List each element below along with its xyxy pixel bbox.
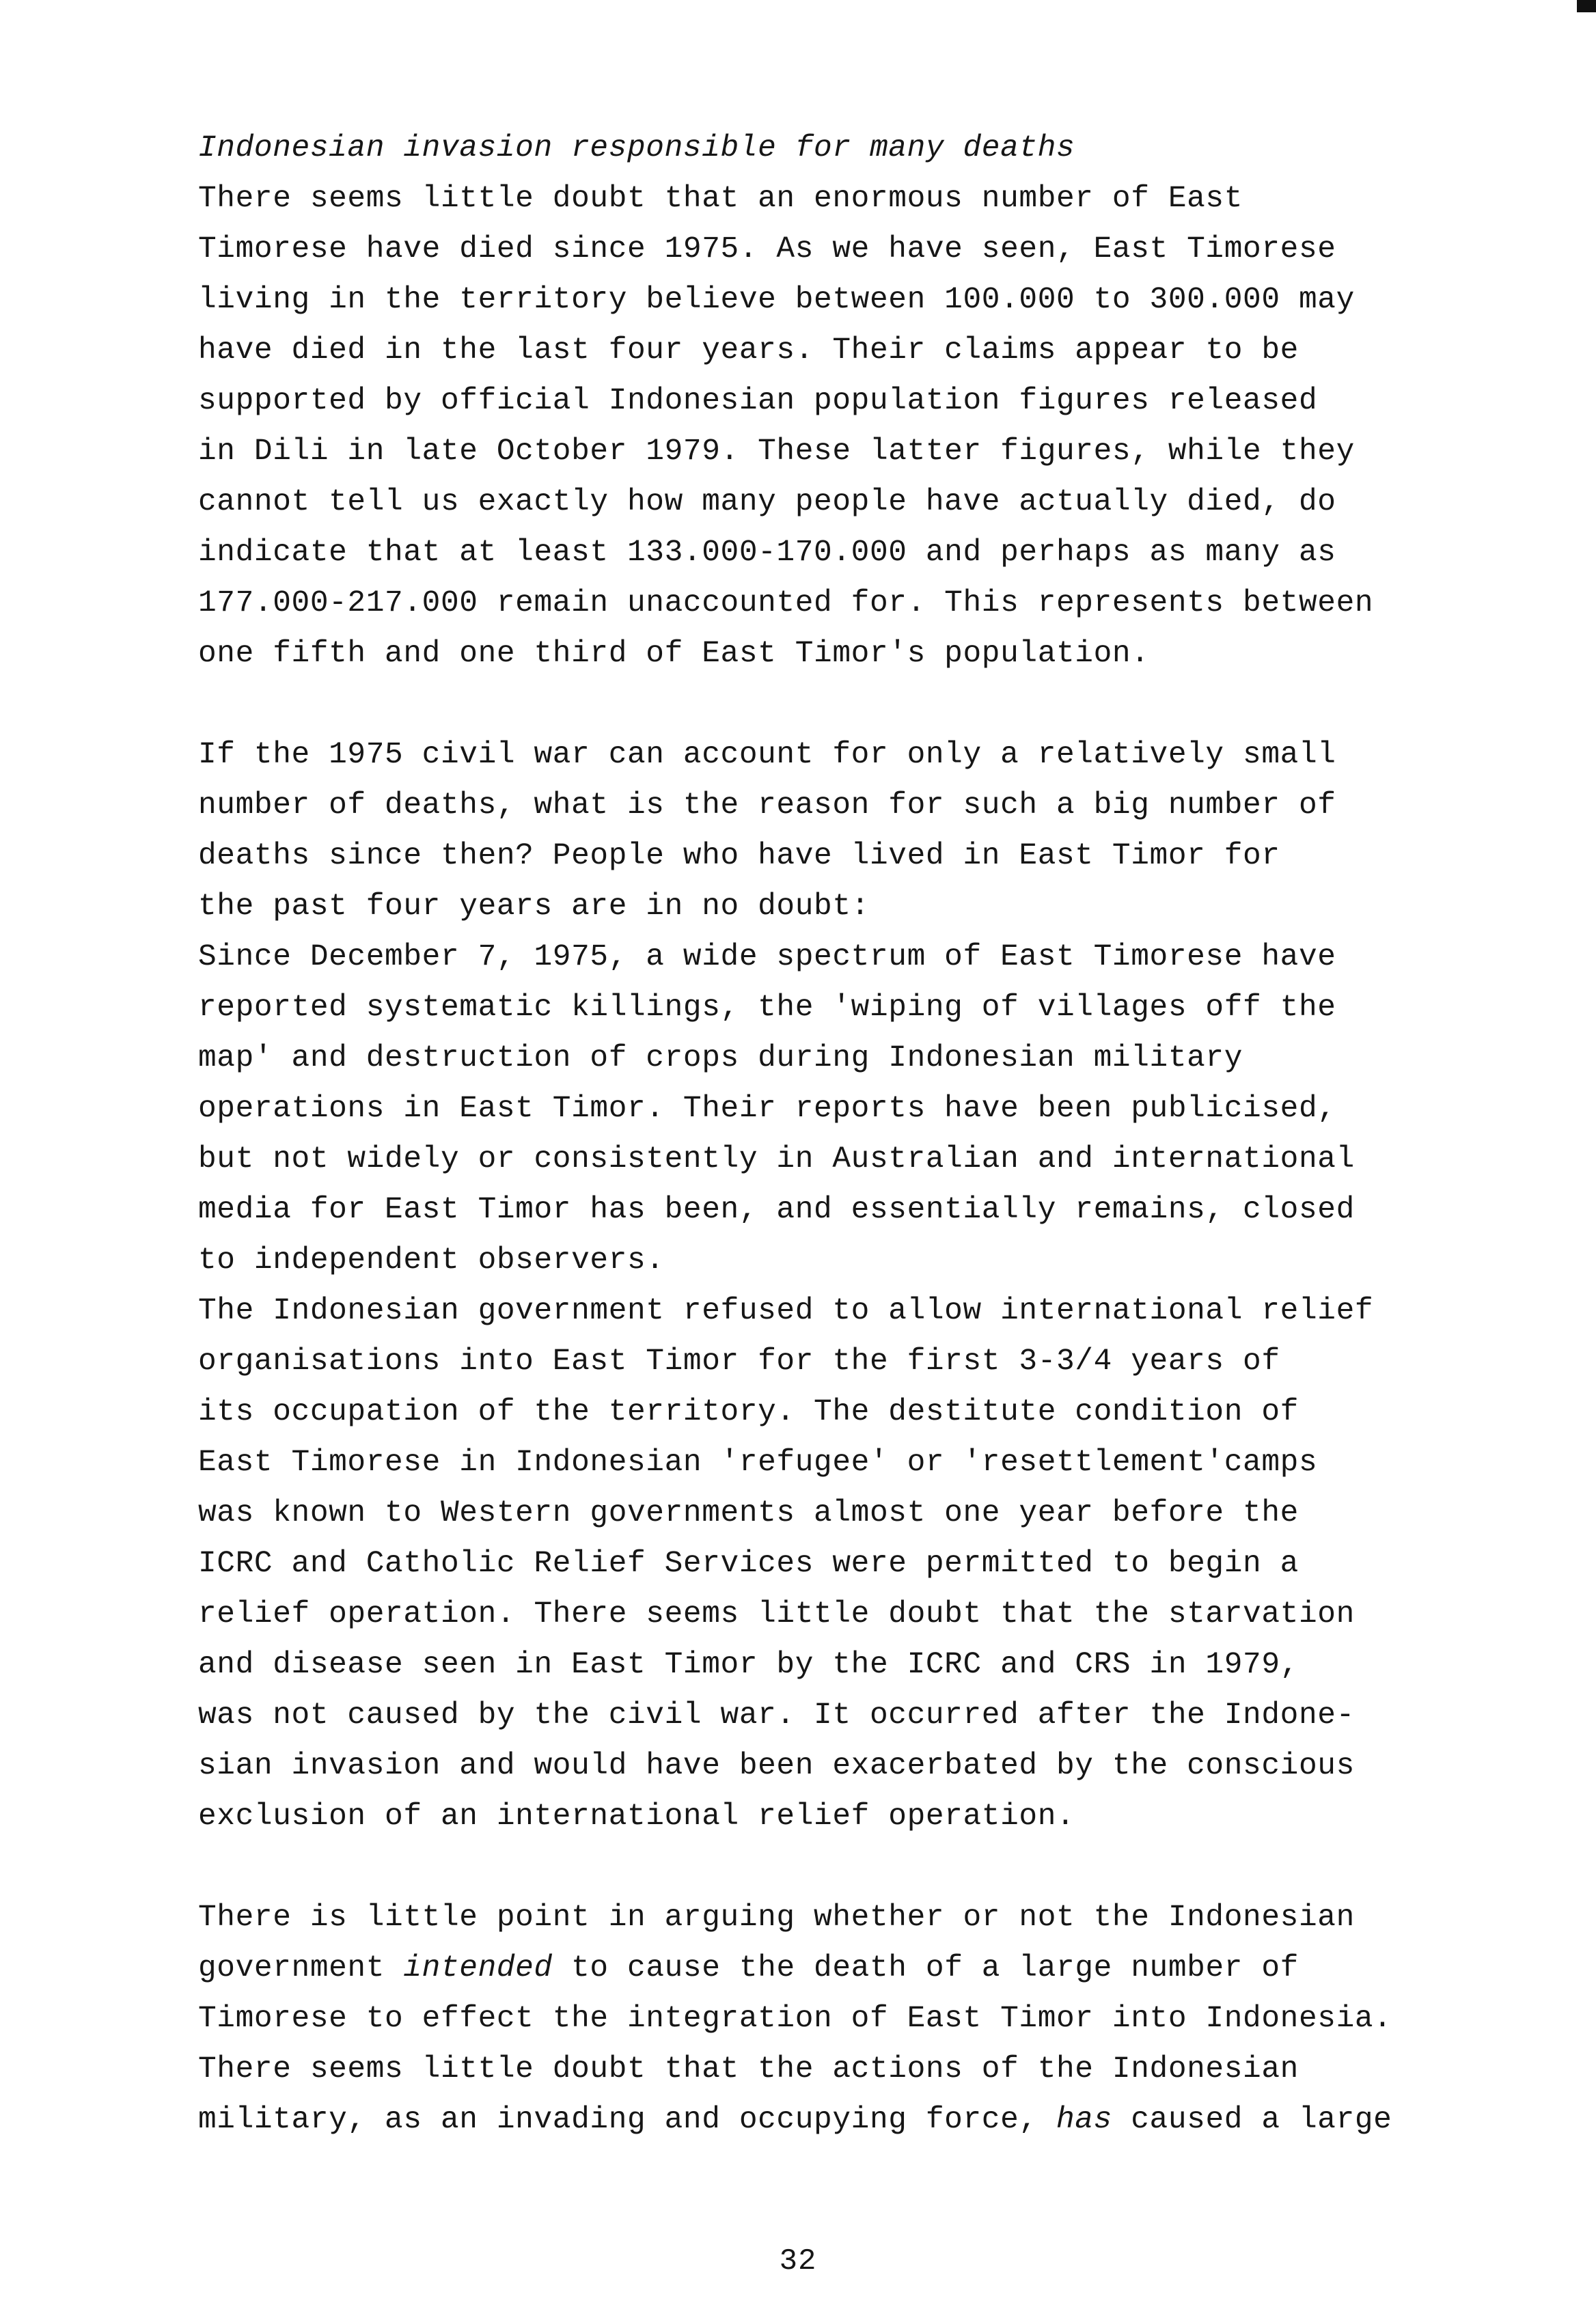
text-run: caused a large <box>1112 2103 1392 2137</box>
text-line: supported by official Indonesian population figures released <box>198 384 1318 418</box>
paragraph-1 <box>198 174 1530 679</box>
text-line: but not widely or consistently in Australian and international <box>198 1142 1355 1176</box>
text-line: Timorese to effect the integration of East Timor into Indonesia. <box>198 2002 1392 2036</box>
text-line: number of deaths, what is the reason for such a big number of <box>198 788 1336 823</box>
text-line: living in the territory believe between 100.000 to 300.000 may <box>198 283 1355 317</box>
text-line: relief operation. There seems little doubt that the starvation <box>198 1597 1355 1631</box>
text-line: and disease seen in East Timor by the ICRC and CRS in 1979, <box>198 1648 1299 1682</box>
page-number: 32 <box>779 2244 817 2278</box>
text-line: its occupation of the territory. The destitute condition of <box>198 1395 1299 1429</box>
text-line: sian invasion and would have been exacerbated by the conscious <box>198 1749 1355 1783</box>
text-line: media for East Timor has been, and essentially remains, closed <box>198 1193 1355 1227</box>
paragraph-3 <box>198 1892 1530 2145</box>
text-run: government <box>198 1951 404 1985</box>
text-line: There is little point in arguing whether or not the Indonesian <box>198 1901 1355 1935</box>
text-line: the past four years are in no doubt: <box>198 890 870 924</box>
text-line: 177.000-217.000 remain unaccounted for. This represents between <box>198 586 1374 620</box>
text-line: Timorese have died since 1975. As we have seen, East Timorese <box>198 232 1336 266</box>
text-line-with-emphasis <box>198 2095 1530 2145</box>
text-run: military, as an invading and occupying force, <box>198 2103 1056 2137</box>
text-line: map' and destruction of crops during Indonesian military <box>198 1041 1243 1075</box>
text-line: was not caused by the civil war. It occurred after the Indone- <box>198 1698 1355 1733</box>
text-line: If the 1975 civil war can account for only a relatively small <box>198 738 1336 772</box>
text-line: to independent observers. <box>198 1243 665 1278</box>
text-line: in Dili in late October 1979. These latter figures, while they <box>198 435 1355 469</box>
text-line: Since December 7, 1975, a wide spectrum of East Timorese have <box>198 940 1336 974</box>
text-line: organisations into East Timor for the first 3-3/4 years of <box>198 1345 1280 1379</box>
text-line: was known to Western governments almost one year before the <box>198 1496 1299 1530</box>
text-run: to cause the death of a large number of <box>552 1951 1299 1985</box>
text-line: one fifth and one third of East Timor's population. <box>198 637 1150 671</box>
text-line: There seems little doubt that the actions of the Indonesian <box>198 2052 1299 2086</box>
text-line: have died in the last four years. Their claims appear to be <box>198 333 1299 368</box>
text-line: ICRC and Catholic Relief Services were permitted to begin a <box>198 1547 1299 1581</box>
emphasis-intended: intended <box>403 1951 553 1985</box>
text-line: cannot tell us exactly how many people have actually died, do <box>198 485 1336 519</box>
scan-corner-mark <box>1577 0 1596 12</box>
text-line: indicate that at least 133.000-170.000 and perhaps as many as <box>198 536 1336 570</box>
text-line: East Timorese in Indonesian 'refugee' or 'resettlement'camps <box>198 1446 1318 1480</box>
paragraph-spacer <box>198 679 1530 730</box>
text-line: deaths since then? People who have lived in East Timor for <box>198 839 1280 873</box>
text-line: operations in East Timor. Their reports have been publicised, <box>198 1092 1336 1126</box>
text-line-with-emphasis <box>198 1943 1530 1994</box>
text-line: exclusion of an international relief operation. <box>198 1800 1075 1834</box>
body-text <box>198 123 1530 2145</box>
text-line: reported systematic killings, the 'wiping of villages off the <box>198 991 1336 1025</box>
paragraph-2 <box>198 730 1530 1842</box>
section-heading: Indonesian invasion responsible for many deaths <box>198 131 1075 165</box>
text-line: There seems little doubt that an enormous number of East <box>198 182 1243 216</box>
paragraph-spacer <box>198 1842 1530 1892</box>
text-line: The Indonesian government refused to allow international relief <box>198 1294 1374 1328</box>
emphasis-has: has <box>1056 2103 1112 2137</box>
